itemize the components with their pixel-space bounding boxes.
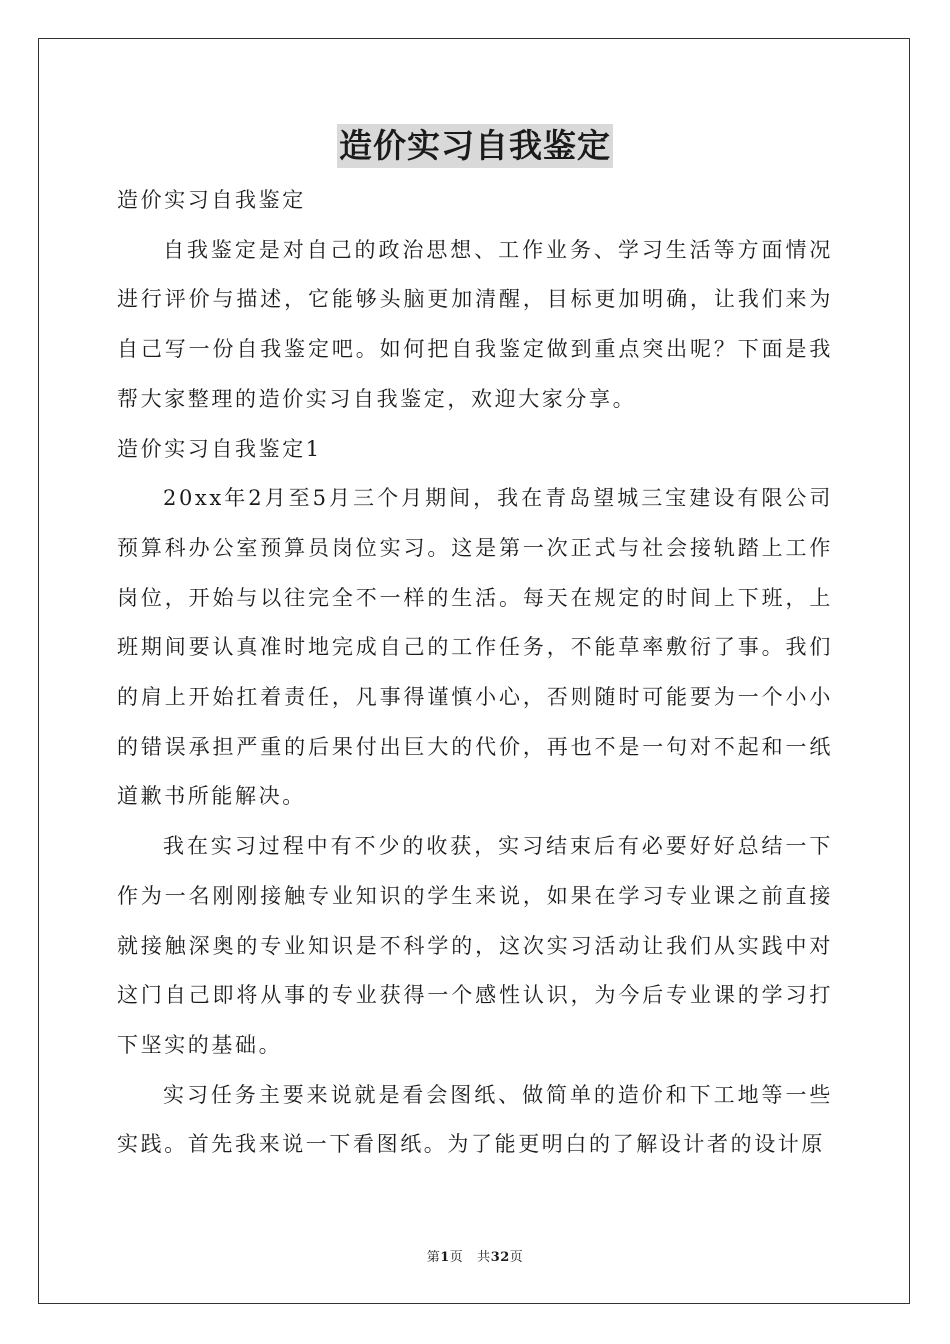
section-heading: 造价实习自我鉴定1 xyxy=(117,436,322,461)
document-body xyxy=(117,176,833,1170)
paragraph: 20xx年2月至5月三个月期间，我在青岛望城三宝建设有限公司预算科办公室预算员岗位实习。这是第一次正式与社会接轨踏上工作岗位，开始与以往完全不一样的生活。每天在规定的时间上下班，上班期间要认真准时地完成自己的工作任务，不能草率敷衍了事。我们的肩上开始扛着责任，凡事得谨慎小心，否则随时可能要为一个小小的错误承担严重的后果付出巨大的代价，再也不是一句对不起和一纸道歉书所能解决。 xyxy=(117,486,833,809)
footer-total-suffix: 页 xyxy=(509,1250,524,1265)
document-title: 造价实习自我鉴定 xyxy=(337,124,613,168)
page-footer xyxy=(0,1246,950,1265)
paragraph: 造价实习自我鉴定 xyxy=(117,188,306,212)
paragraph: 实习任务主要来说就是看会图纸、做简单的造价和下工地等一些实践。首先我来说一下看图纸。为了能更明白的了解设计者的设计原 xyxy=(117,1082,833,1157)
footer-page-prefix: 第 xyxy=(426,1250,441,1265)
footer-total-prefix: 共 xyxy=(477,1250,491,1265)
document-title-wrap xyxy=(0,124,950,168)
paragraph: 自我鉴定是对自己的政治思想、工作业务、学习生活等方面情况进行评价与描述，它能够头脑更加清醒，目标更加明确，让我们来为自己写一份自我鉴定吧。如何把自我鉴定做到重点突出呢？下面是我帮大家整理的造价实习自我鉴定，欢迎大家分享。 xyxy=(117,237,833,411)
paragraph: 我在实习过程中有不少的收获，实习结束后有必要好好总结一下作为一名刚刚接触专业知识的学生来说，如果在学习专业课之前直接就接触深奥的专业知识是不科学的，这次实习活动让我们从实践中对这门自己即将从事的专业获得一个感性认识，为今后专业课的学习打下坚实的基础。 xyxy=(117,834,833,1057)
footer-page-suffix: 页 xyxy=(449,1250,464,1265)
footer-page-number: 1 xyxy=(440,1250,450,1265)
footer-total-pages: 32 xyxy=(490,1250,510,1265)
